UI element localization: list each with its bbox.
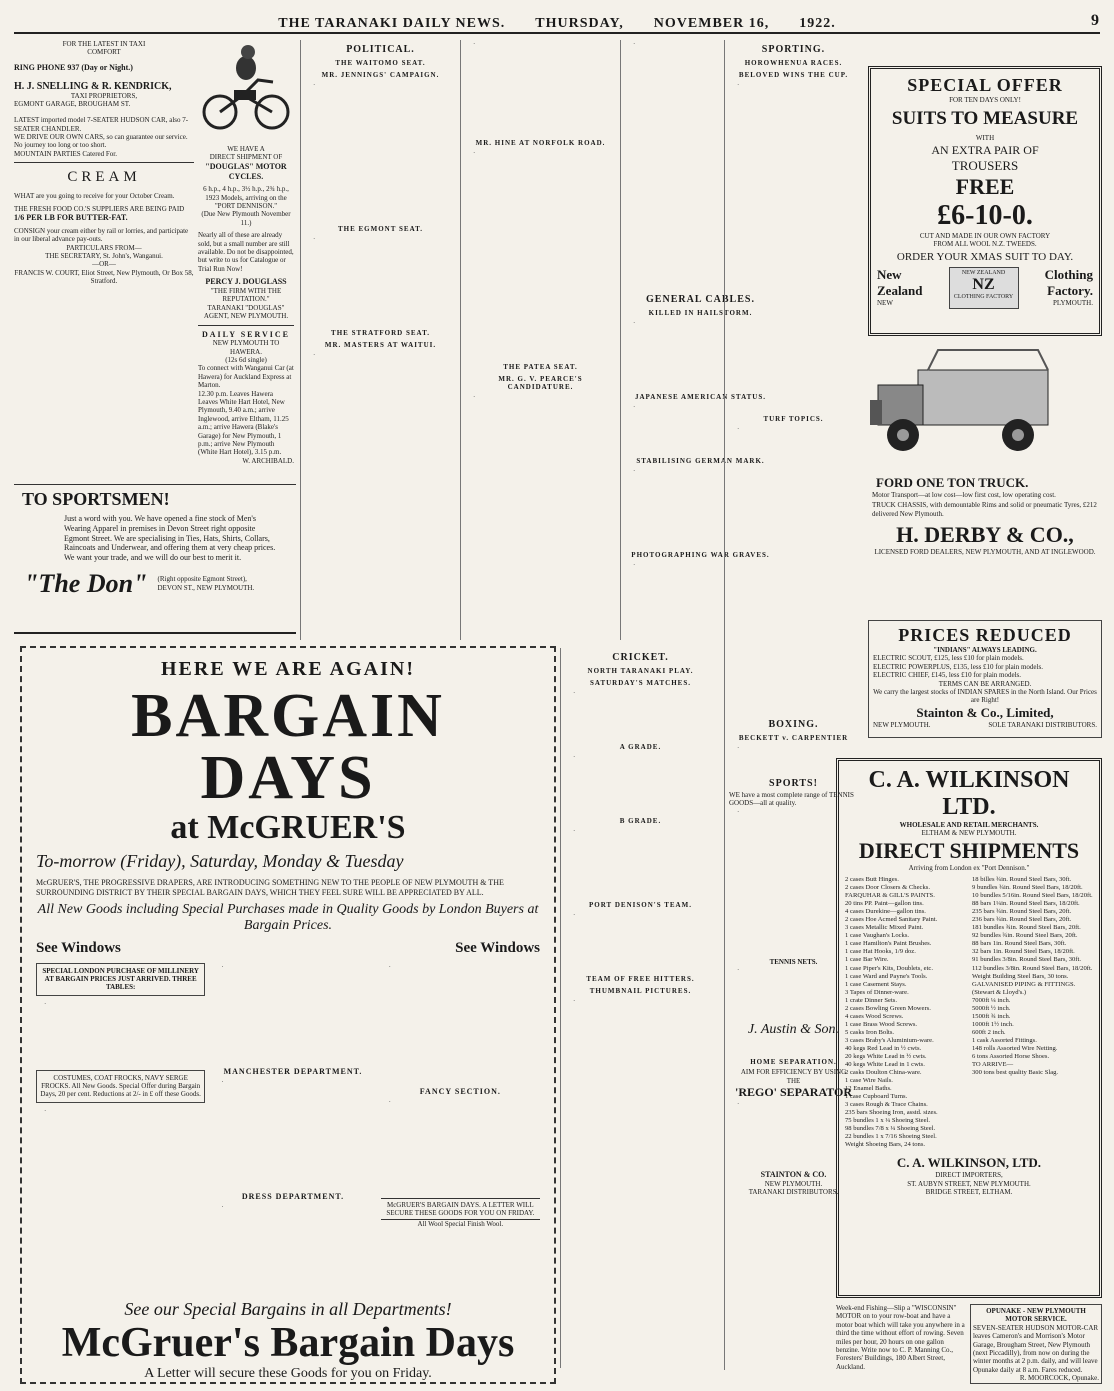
prices-sub: "INDIANS" ALWAYS LEADING.: [933, 646, 1037, 654]
taxi-ad3: MOUNTAIN PARTIES Catered For.: [14, 149, 117, 158]
sports-l2: TENNIS NETS.: [769, 957, 818, 966]
wilkinson-item: 12 Enamel Baths.: [845, 1084, 892, 1092]
service-title: DAILY SERVICE: [201, 329, 291, 339]
service-l4: 12.30 p.m. Leaves Hawera Leaves White Hart Hotel, New Plymouth, 9.40 a.m.; arrive Inglewood, arrive Eltham, 11.25 a.m.; arrive Hawera (Blake's Garage) for New Plymouth, 1 p.m.; arrive New Plymouth (White Hart Hotel), 3.15 p.m.: [198, 389, 289, 457]
dress-dept: DRESS DEPARTMENT.: [241, 1191, 345, 1201]
special-l9: FROM ALL WOOL N.Z. TWEEDS.: [933, 240, 1037, 249]
mcgruer-l6: All New Goods including Special Purchases made in Quality Goods by London Buyers at Bargain Prices.: [37, 901, 539, 933]
special-l3: SUITS TO MEASURE: [891, 108, 1079, 130]
special-badge: NEW ZEALAND: [961, 269, 1006, 276]
wilkinson-item: 2 cases Door Closers & Checks.: [845, 884, 930, 892]
ford-title: FORD ONE TON TRUCK.: [876, 475, 1029, 490]
nzcf-badge-icon: NEW ZEALAND NZ CLOTHING FACTORY: [949, 267, 1019, 309]
taxi-names: H. J. SNELLING & R. KENDRICK,: [14, 80, 172, 92]
wilkinson-item: 10 bundles 5/16in. Round Steel Bars, 18/20ft.: [972, 892, 1093, 900]
douglas-agent: TARANAKI "DOUGLAS" AGENT, NEW PLYMOUTH.: [203, 303, 289, 321]
wilkinson-item: 1 case Bar Wire.: [845, 956, 889, 964]
sportsmen-body: Just a word with you. We have opened a fine stock of Men's Wearing Apparel in premises in Devon Street right opposite Egmont Street. We are specialising in Ties, Hats, Shirts, Collars, Raincoats and Underwear, and offering them at very cheap prices. We want your trade, and we will do our best to merit it.: [64, 514, 276, 562]
special-offer-ad: [868, 66, 1102, 336]
taxi-ad2: WE DRIVE OUR OWN CARS, so can guarantee our service. No journey too long or too short.: [14, 133, 188, 150]
cables-h2: JAPANESE AMERICAN STATUS.: [635, 393, 766, 401]
taxi-line1: FOR THE LATEST IN TAXI: [62, 40, 146, 48]
wisconsin-ad: [836, 1304, 966, 1384]
wilkinson-ad: [836, 758, 1102, 1298]
special-b2: Zealand: [877, 283, 923, 299]
cream-line5: PARTICULARS FROM—: [66, 243, 142, 252]
cricket-title: CRICKET.: [612, 652, 669, 663]
wilkinson-item: FARQUHAR & GILL'S PAINTS.: [845, 892, 935, 900]
wilkinson-item: 40 kegs Red Lead in ½ cwts.: [845, 1044, 922, 1052]
wilkinson-item: 3 Tapes of Dinner-ware.: [845, 988, 909, 996]
wilkinson-sub: WHOLESALE AND RETAIL MERCHANTS.: [899, 821, 1039, 829]
douglas-l3: "DOUGLAS" MOTOR CYCLES.: [205, 161, 287, 181]
sporting-h5: BECKETT v. CARPENTIER: [738, 734, 849, 742]
political-h2: MR. JENNINGS' CAMPAIGN.: [321, 71, 440, 79]
weekend-l2: OPUNAKE - NEW PLYMOUTH MOTOR SERVICE.: [986, 1307, 1086, 1324]
mcgruer-l4: To-morrow (Friday), Saturday, Monday & Tuesday: [36, 851, 404, 871]
ford-truck-ad: [868, 340, 1102, 630]
political-h5: MR. MASTERS AT WAITUI.: [324, 341, 437, 349]
masthead: [14, 8, 1100, 34]
see-windows-left: See Windows: [36, 939, 121, 956]
sep-l5: NEW PLYMOUTH.: [764, 1179, 823, 1188]
special-b6: PLYMOUTH.: [1053, 299, 1093, 308]
weekend-l3: SEVEN-SEATER HUDSON MOTOR-CAR leaves Cameron's and Morrison's Motor Garage, Brougham Street, New Plymouth (next Piccadilly), from now on during the winter months at 2 p.m. daily, and will leave Opunake daily at 8 a.m. Fares reduced.: [973, 1323, 1099, 1374]
manchester-dept: MANCHESTER DEPARTMENT.: [223, 1066, 363, 1076]
cables-title: GENERAL CABLES.: [646, 294, 755, 305]
sporting-h4: BOXING.: [768, 719, 819, 730]
wilkinson-item: 4 cases Durekine—gallon tins.: [845, 908, 926, 916]
sportsmen-addr1: (Right opposite Egmont Street),: [157, 575, 247, 584]
cream-line7: —OR—: [92, 260, 116, 269]
wilkinson-item: 1 case Ward and Payne's Tools.: [845, 972, 928, 980]
wilkinson-item: 1 case Hat Hooks, 1/9 doz.: [845, 948, 916, 956]
wilkinson-left-list: [845, 876, 966, 1149]
wilkinson-right-list: [972, 876, 1093, 1149]
special-l8: CUT AND MADE IN OUR OWN FACTORY: [919, 231, 1051, 240]
prices-l1: ELECTRIC SCOUT, £125, less £10 for plain models.: [873, 654, 1024, 663]
opunake-service-ad: [970, 1304, 1102, 1384]
wilkinson-foot1: C. A. WILKINSON, LTD.: [896, 1155, 1042, 1171]
wilkinson-item: 1 case Wire Nails.: [845, 1076, 893, 1084]
wilkinson-item: 1500ft ¾ inch.: [972, 1012, 1011, 1020]
wilkinson-sub2: ELTHAM & NEW PLYMOUTH.: [921, 829, 1017, 838]
special-badge2: CLOTHING FACTORY: [953, 293, 1014, 300]
sporting-h6: HOME SEPARATION.: [750, 1058, 837, 1067]
mcgruer-l5: McGRUER'S, THE PROGRESSIVE DRAPERS, ARE INTRODUCING SOMETHING NEW TO THE PEOPLE OF NEW PLYMOUTH & THE SURROUNDING DISTRICT BY THEIR SPECIAL BARGAIN DAYS, WHICH THEY FEEL SURE WILL BE APPRECIATED BY ALL.: [36, 878, 504, 897]
wilkinson-item: 2 cases Bowling Green Mowers.: [845, 1004, 931, 1012]
costumes-box: COSTUMES, COAT FROCKS, NAVY SERGE FROCKS. All New Goods. Special Offer during Bargain Days, 20 per cent. Reductions at 2/- in £ off these Goods.: [36, 1070, 205, 1103]
douglas-l6: Nearly all of these are already sold, but a small number are still available. Do not be disappointed, but write to us for Catalogue or Trial Run Now!: [198, 231, 294, 273]
mcgruer-bottom3: A Letter will secure these Goods for you on Friday.: [144, 1365, 432, 1381]
special-b5: Factory.: [1047, 283, 1093, 299]
wilkinson-item: 181 bundles ¾in. Round Steel Bars, 20ft.: [972, 924, 1081, 932]
mcgruer-l3: at McGRUER'S: [170, 809, 406, 846]
cables-h4: PHOTOGRAPHING WAR GRAVES.: [631, 551, 770, 559]
sports-signature: J. Austin & Son.: [747, 1022, 840, 1038]
cricket-h1: NORTH TARANAKI PLAY.: [587, 667, 694, 675]
cricket-h3: A GRADE.: [619, 743, 662, 751]
wilkinson-item: 40 kegs White Lead in 1 cwts.: [845, 1060, 925, 1068]
ford-dealer: H. DERBY & CO.,: [896, 522, 1074, 548]
wilkinson-item: 6 tons Assorted Horse Shoes.: [972, 1052, 1050, 1060]
wilkinson-item: Weight Building Steel Bars, 30 tons.: [972, 972, 1069, 980]
cream-question: WHAT are you going to receive for your October Cream.: [14, 192, 175, 201]
masthead-title: THE TARANAKI DAILY NEWS.: [278, 16, 506, 31]
wilkinson-title: C. A. WILKINSON LTD.: [868, 767, 1070, 820]
prices-l3: ELECTRIC CHIEF, £145, less £10 for plain models.: [873, 671, 1021, 680]
wilkinson-item: 1 cask Assorted Fittings.: [972, 1036, 1037, 1044]
wilkinson-item: 32 bars 1in. Round Steel Bars, 18/20ft.: [972, 948, 1075, 956]
service-l1: NEW PLYMOUTH TO HAWERA.: [212, 339, 280, 356]
wilkinson-item: 20 tins PP. Paint—gallon tins.: [845, 900, 924, 908]
wilkinson-item: 88 bars 1in. Round Steel Bars, 30ft.: [972, 940, 1067, 948]
douglas-l5: (Due New Plymouth November 11.): [201, 210, 291, 227]
sporting-h1: HOROWHENUA RACES.: [744, 59, 843, 67]
wilkinson-item: 2 cases Hoe Acmed Sanitary Paint.: [845, 916, 938, 924]
mcgruer-ad: HERE WE ARE AGAIN! BARGAIN DAYS at McGRUER'S To-morrow (Friday), Saturday, Monday & Tuesday McGRUER'S, THE PROGRESSIVE DRAPERS, ARE INTRODUCING SOMETHING NEW TO THE PEOPLE OF NEW PLYMOUTH & THE SURROUNDING DISTRICT BY THEIR SPECIAL BARGAIN DAYS, WHICH THEY FEEL SURE WILL BE APPRECIATED BY ALL. All New Goods including Special Purchases made in Quality Goods by London Buyers at Bargain Prices. See Windows See Windows SPECIAL LONDON PURCHASE OF MILLINERY AT BARGAIN PRICES JUST ARRIVED. THREE TABLES: · COSTUMES, COAT FROCKS, NAVY SERGE FROCKS. All New Goods. Special Offer during Bargain Days, 20 per cent. Reductions at 2/- in £ off these Goods. · · MANCHESTER DEPARTMENT. · DRESS DEPARTMENT. · · FANCY SECTION. · McGRUER'S BARGAIN DAYS. A LETTER WILL SECURE THESE GOODS FOR YOU ON FRIDAY. All Wool Special Finish Wool. See our Special Bargains in all Departments! McGruer's Bargain Days A Letter will secure these Goods for you on Friday.: [20, 646, 556, 1384]
wilkinson-item: 235 bars ¾in. Round Steel Bars, 20ft.: [972, 908, 1072, 916]
taxi-ad1: LATEST imported model 7-SEATER HUDSON CAR, also 7-SEATER CHANDLER.: [14, 116, 189, 133]
wilkinson-item: 9 bundles ¾in. Round Steel Bars, 18/20ft.: [972, 884, 1083, 892]
mcgruer-bottom1: See our Special Bargains in all Departments!: [124, 1298, 452, 1319]
masthead-date: NOVEMBER 16,: [653, 16, 770, 31]
cream-line6: THE SECRETARY, St. John's, Wanganui.: [45, 251, 163, 260]
political-title: POLITICAL.: [346, 44, 415, 55]
wilkinson-item: 5000ft ½ inch.: [972, 1004, 1011, 1012]
mcgruer-l2: BARGAIN DAYS: [131, 682, 445, 812]
cream-line8: FRANCIS W. COURT, Eliot Street, New Plymouth, Or Box 58, Stratford.: [14, 268, 194, 286]
political-column: POLITICAL. THE WAITOMO SEAT. MR. JENNINGS' CAMPAIGN. · THE EGMONT SEAT. · THE STRATFORD SEAT. MR. MASTERS AT WAITUI. ·: [300, 40, 460, 640]
taxi-garage: EGMONT GARAGE, BROUGHAM ST.: [14, 99, 131, 108]
ford-chassis: TRUCK CHASSIS, with demountable Rims and solid or pneumatic Tyres, £212 delivered New Plymouth.: [872, 501, 1097, 518]
masthead-year: 1922.: [799, 16, 836, 31]
special-l2: FOR TEN DAYS ONLY!: [949, 96, 1021, 104]
wilkinson-item: 600ft 2 inch.: [972, 1028, 1006, 1036]
wilkinson-item: 18 billes ¾in. Round Steel Bars, 30ft.: [972, 876, 1072, 884]
political-h6: MR. HINE AT NORFOLK ROAD.: [475, 139, 606, 147]
wilkinson-heading: DIRECT SHIPMENTS: [858, 837, 1080, 863]
ford-sub: LICENSED FORD DEALERS, NEW PLYMOUTH, AND AT INGLEWOOD.: [874, 548, 1096, 557]
sports-l1: WE have a most complete range of TENNIS GOODS—all at quality.: [729, 791, 854, 808]
fancy-section: FANCY SECTION.: [419, 1086, 501, 1096]
wilkinson-item: 88 bars 1¼in. Round Steel Bars, 18/20ft.: [972, 900, 1080, 908]
taxi-line2: COMFORT: [87, 48, 121, 57]
douglas-l2: DIRECT SHIPMENT OF: [209, 153, 283, 162]
wilkinson-item: 112 bundles 3/8in. Round Steel Bars, 18/20ft.: [972, 964, 1093, 972]
special-l7: FREE: [955, 173, 1015, 199]
cream-line2: THE FRESH FOOD CO.'S SUPPLIERS ARE BEING PAID: [14, 204, 185, 213]
wilkinson-item: 22 bundles 1 x 7/16 Shoeing Steel.: [845, 1133, 937, 1141]
wilkinson-item: (Stewart & Lloyd's.): [972, 988, 1027, 996]
wilkinson-item: 1 case Brass Wood Screws.: [845, 1020, 918, 1028]
left-ads-column: [14, 40, 194, 480]
sportsmen-ad: [14, 484, 296, 634]
sep-l3: 'REGO' SEPARATOR: [734, 1084, 853, 1099]
wilkinson-foot4: BRIDGE STREET, ELTHAM.: [925, 1188, 1013, 1197]
wilkinson-item: 3 cases Metallic Mixed Paint.: [845, 924, 924, 932]
prices-title: PRICES REDUCED: [898, 625, 1072, 645]
sportsmen-addr2: DEVON ST., NEW PLYMOUTH.: [157, 583, 255, 592]
wilkinson-item: 1 case Casement Stays.: [845, 980, 907, 988]
douglas-l1: WE HAVE A: [227, 145, 265, 153]
political-h1: THE WAITOMO SEAT.: [335, 59, 426, 67]
cables-column: · GENERAL CABLES. KILLED IN HAILSTORM. · JAPANESE AMERICAN STATUS. · STABILISING GERMAN MARK. · PHOTOGRAPHING WAR GRAVES. ·: [620, 40, 780, 640]
cricket-column: CRICKET. NORTH TARANAKI PLAY. SATURDAY'S MATCHES. · A GRADE. · B GRADE. · PORT DENISON'S TEAM. · TEAM OF FREE HITTERS. THUMBNAIL PICTURES. ·: [560, 648, 720, 1368]
wilkinson-foot3: ST. AUBYN STREET, NEW PLYMOUTH.: [907, 1179, 1031, 1188]
motorcycle-illustration: [198, 40, 294, 140]
taxi-phone: RING PHONE 937 (Day or Night.): [14, 62, 133, 72]
service-name: W. ARCHIBALD.: [242, 456, 294, 465]
political-h7: THE PATEA SEAT.: [503, 363, 578, 371]
weekend-l1: Week-end Fishing—Slip a "WISCONSIN" MOTOR on to your row-boat and have a motor boat which will take you anywhere in a third the time without effort of rowing. Seven miles per hour, 20 hours on one gallon benzine. Write now to C. P. Manning Co., Foresters' Buildings, 180 Albert Street, Auckland.: [836, 1304, 965, 1371]
sep-l1: AIM FOR EFFICIENCY BY USING: [740, 1068, 847, 1077]
sportsmen-brand: "The Don": [24, 568, 148, 598]
wilkinson-item: 98 bundles 7/8 x ¼ Shoeing Steel.: [845, 1125, 936, 1133]
sporting-h3: TURF TOPICS.: [763, 415, 824, 423]
prices-addr: NEW PLYMOUTH.: [873, 720, 931, 729]
wilkinson-item: 5 casks Iron Bolts.: [845, 1028, 895, 1036]
sportsmen-title: TO SPORTSMEN!: [22, 489, 170, 509]
sporting-h2: BELOVED WINS THE CUP.: [738, 71, 849, 79]
wilkinson-item: 1 case Cupboard Turns.: [845, 1093, 908, 1101]
political-h4: THE STRATFORD SEAT.: [331, 329, 430, 337]
special-l5: AN EXTRA PAIR OF: [931, 142, 1039, 157]
prices-l4: TERMS CAN BE ARRANGED.: [938, 679, 1032, 688]
wilkinson-item: 4 cases Wood Screws.: [845, 1012, 904, 1020]
special-b4: Clothing: [1044, 267, 1093, 283]
prices-addr2: SOLE TARANAKI DISTRIBUTORS.: [988, 720, 1097, 729]
mcgruer-bottom2: McGruer's Bargain Days: [61, 1319, 515, 1366]
cream-title: CREAM: [67, 169, 141, 186]
sep-l4: STAINTON & CO.: [760, 1169, 827, 1179]
prices-reduced-ad: [868, 620, 1102, 738]
masthead-day: THURSDAY,: [535, 16, 624, 31]
wilkinson-item: 300 tons best quality Basic Slag.: [972, 1068, 1059, 1076]
cricket-h4: B GRADE.: [619, 817, 662, 825]
cream-line4: CONSIGN your cream either by rail or lorries, and participate in our liberal advance pay-outs.: [14, 226, 189, 244]
douglas-tag: "THE FIRM WITH THE REPUTATION.": [210, 286, 282, 304]
wilkinson-item: 236 bars ¾in. Round Steel Bars, 20ft.: [972, 916, 1072, 924]
wilkinson-item: 3 cases Rough & Trace Chains.: [845, 1101, 928, 1109]
mcgruer-silk: All Wool Special Finish Wool.: [417, 1220, 504, 1229]
wilkinson-item: 91 bundles 3/8in. Round Steel Bars, 30ft.: [972, 956, 1081, 964]
special-b1: New: [877, 267, 902, 283]
wilkinson-item: 1000ft 1½ inch.: [972, 1020, 1014, 1028]
prices-dealer: Stainton & Co., Limited,: [916, 704, 1054, 720]
see-windows-right: See Windows: [455, 939, 540, 956]
special-l1: SPECIAL OFFER: [907, 75, 1063, 95]
millinery-box: SPECIAL LONDON PURCHASE OF MILLINERY AT BARGAIN PRICES JUST ARRIVED. THREE TABLES:: [36, 963, 205, 996]
wilkinson-item: GALVANISED PIPING & FITTINGS.: [972, 980, 1076, 988]
wilkinson-item: 1 crate Dinner Sets.: [845, 996, 897, 1004]
special-l6: TROUSERS: [951, 157, 1019, 173]
prices-l2: ELECTRIC POWERPLUS, £135, less £10 for plain models.: [873, 662, 1043, 671]
service-l2: (12s 6d single): [225, 356, 267, 365]
sep-l6: TARANAKI DISTRIBUTORS.: [748, 1188, 839, 1197]
truck-illustration: [868, 340, 1102, 470]
douglas-ad: [198, 40, 294, 480]
douglas-name: PERCY J. DOUGLASS: [205, 277, 287, 287]
cricket-h7: THUMBNAIL PICTURES.: [589, 987, 692, 995]
mcgruer-l1: HERE WE ARE AGAIN!: [160, 658, 415, 680]
sep-l2: THE: [786, 1076, 801, 1085]
wilkinson-item: 92 bundles ¾in. Round Steel Bars, 20ft.: [972, 932, 1078, 940]
cricket-h5: PORT DENISON'S TEAM.: [589, 901, 692, 909]
wilkinson-heading2: Arriving from London ex "Port Dennison.": [908, 863, 1030, 872]
special-price: £6-10-0.: [937, 199, 1033, 231]
sports-title: SPORTS!: [769, 778, 818, 789]
political-column-2: · MR. HINE AT NORFOLK ROAD. · THE PATEA SEAT. MR. G. V. PEARCE'S CANDIDATURE. ·: [460, 40, 620, 640]
cables-h1: KILLED IN HAILSTORM.: [648, 309, 753, 317]
special-l4: WITH: [975, 134, 995, 143]
mcgruer-letter: McGRUER'S BARGAIN DAYS. A LETTER WILL SECURE THESE GOODS FOR YOU ON FRIDAY.: [381, 1198, 540, 1221]
wilkinson-item: 148 rolls Assorted Wire Netting.: [972, 1044, 1058, 1052]
cream-line3: 1/6 PER LB FOR BUTTER-FAT.: [14, 213, 128, 223]
wilkinson-item: 2 cases Butt Hinges.: [845, 876, 899, 884]
weekend-l4: R. MOORCOCK, Opunake.: [1019, 1374, 1099, 1383]
political-h8: MR. G. V. PEARCE'S CANDIDATURE.: [498, 375, 583, 391]
cables-h3: STABILISING GERMAN MARK.: [636, 457, 765, 465]
special-b3: NEW: [877, 299, 893, 308]
wilkinson-item: 7000ft ¼ inch.: [972, 996, 1011, 1004]
wilkinson-item: 2 casks Doulton China-ware.: [845, 1068, 922, 1076]
wilkinson-item: 1 case Piper's Kits, Doublets, etc.: [845, 964, 933, 972]
wilkinson-item: TO ARRIVE—: [972, 1060, 1014, 1068]
service-l3: To connect with Wanganui Car (at Hawera) for Auckland Express at Marton.: [198, 364, 294, 390]
wilkinson-item: 1 case Hamilton's Paint Brushes.: [845, 940, 932, 948]
page-number: 9: [1091, 12, 1100, 29]
douglas-l4: 6 h.p., 4 h.p., 3½ h.p., 2¾ h.p., 1923 Models, arriving on the "PORT DENNISON.": [203, 185, 289, 211]
wilkinson-item: Weight Shoeing Bars, 24 tons.: [845, 1141, 926, 1149]
sporting-column: SPORTING. HOROWHENUA RACES. BELOVED WINS THE CUP. · TURF TOPICS. · BOXING. BECKETT v. CARPENTIER · SPORTS! WE have a most complete range of TENNIS GOODS—all at quality. · TENNIS NETS. · J. Austin & Son. HOME SEPARATION. AIM FOR EFFICIENCY BY USING THE 'REGO' SEPARATOR · STAINTON & CO. NEW PLYMOUTH. TARANAKI DISTRIBUTORS.: [724, 40, 862, 1370]
wilkinson-item: 1 case Vaughan's Locks.: [845, 932, 910, 940]
ford-tag: Motor Transport—at low cost—low first cost, low operating cost.: [872, 491, 1056, 499]
wilkinson-item: 235 bars Shoeing Iron, asstd. sizes.: [845, 1109, 938, 1117]
cricket-h6: TEAM OF FREE HITTERS.: [586, 975, 695, 983]
taxi-role: TAXI PROPRIETORS,: [70, 91, 138, 100]
political-h3: THE EGMONT SEAT.: [337, 225, 424, 233]
prices-l5: We carry the largest stocks of INDIAN SPARES in the North Island. Our Prices are Right!: [873, 687, 1097, 705]
wilkinson-item: 20 kegs White Lead in ½ cwts.: [845, 1052, 927, 1060]
wilkinson-item: 3 cases Braby's Aluminium-ware.: [845, 1036, 934, 1044]
wilkinson-foot2: DIRECT IMPORTERS,: [935, 1171, 1003, 1180]
sporting-title: SPORTING.: [761, 44, 826, 55]
cricket-h2: SATURDAY'S MATCHES.: [590, 679, 691, 687]
special-l10: ORDER YOUR XMAS SUIT TO DAY.: [896, 250, 1074, 263]
wilkinson-item: 75 bundles 1 x ¼ Shoeing Steel.: [845, 1117, 930, 1125]
